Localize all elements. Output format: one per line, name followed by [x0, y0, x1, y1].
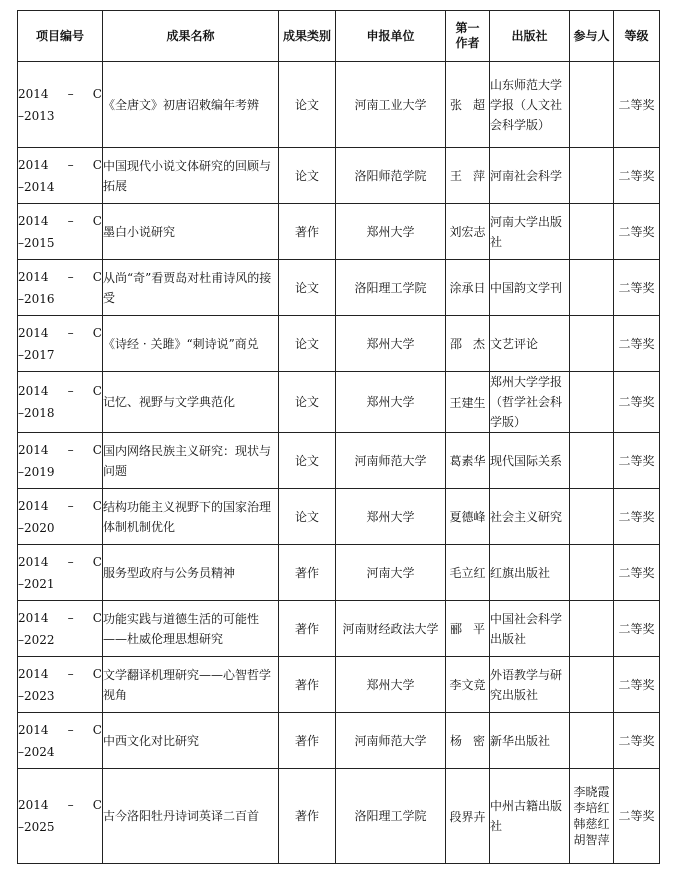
id-year: 2014 — [18, 384, 49, 398]
cell-participants — [570, 148, 614, 204]
cell-author: 涂承日 — [446, 260, 490, 316]
cell-participants — [570, 545, 614, 601]
id-letter: C — [92, 442, 102, 457]
cell-author: 王 萍 — [446, 148, 490, 204]
cell-project-id — [18, 657, 103, 713]
id-number: –2014 — [18, 179, 55, 194]
id-year: 2014 — [18, 666, 49, 681]
id-year: 2014 — [18, 325, 49, 340]
id-dash: – — [67, 86, 74, 101]
id-letter: C — [92, 86, 102, 101]
table-body — [18, 62, 660, 864]
cell-participants — [570, 489, 614, 545]
cell-unit: 河南师范大学 — [336, 713, 446, 769]
cell-type: 著作 — [279, 713, 336, 769]
cell-publisher: 中国社会科学出版社 — [490, 601, 570, 657]
cell-project-id — [18, 204, 103, 260]
cell-publisher: 社会主义研究 — [490, 489, 570, 545]
cell-project-id — [18, 601, 103, 657]
table-row — [18, 433, 660, 489]
cell-level: 二等奖 — [614, 148, 660, 204]
id-letter: C — [92, 213, 102, 228]
id-letter: C — [92, 157, 102, 172]
cell-author: 王建生 — [446, 372, 490, 433]
cell-author: 段界卉 — [446, 769, 490, 864]
id-letter: C — [92, 554, 102, 569]
cell-participants — [570, 433, 614, 489]
cell-unit: 河南财经政法大学 — [336, 601, 446, 657]
id-year: 2014 — [18, 213, 49, 228]
id-dash: – — [67, 269, 74, 284]
cell-title: 国内网络民族主义研究：现状与问题 — [103, 433, 279, 489]
cell-author: 郦 平 — [446, 601, 490, 657]
id-dash: – — [67, 798, 74, 812]
cell-level: 二等奖 — [614, 657, 660, 713]
cell-unit: 河南工业大学 — [336, 62, 446, 148]
id-year: 2014 — [18, 798, 49, 812]
cell-unit: 郑州大学 — [336, 316, 446, 372]
cell-title: 结构功能主义视野下的国家治理体制机制优化 — [103, 489, 279, 545]
id-dash: – — [67, 498, 74, 513]
cell-title: 《全唐文》初唐诏敕编年考辨 — [103, 62, 279, 148]
cell-type: 论文 — [279, 148, 336, 204]
id-year: 2014 — [18, 610, 49, 625]
cell-project-id — [18, 433, 103, 489]
cell-title: 从尚“奇”看贾岛对杜甫诗风的接受 — [103, 260, 279, 316]
id-dash: – — [67, 442, 74, 457]
cell-level: 二等奖 — [614, 316, 660, 372]
id-dash: – — [67, 213, 74, 228]
cell-title: 《诗经 · 关雎》“刺诗说”商兑 — [103, 316, 279, 372]
id-number: –2017 — [18, 347, 55, 362]
cell-author: 张 超 — [446, 62, 490, 148]
cell-participants — [570, 657, 614, 713]
header-row — [18, 11, 660, 62]
cell-unit: 洛阳理工学院 — [336, 260, 446, 316]
table-row — [18, 713, 660, 769]
cell-publisher: 现代国际关系 — [490, 433, 570, 489]
cell-unit: 郑州大学 — [336, 372, 446, 433]
cell-title: 古今洛阳牡丹诗词英译二百首 — [103, 769, 279, 864]
id-number: –2016 — [18, 291, 55, 306]
cell-unit: 郑州大学 — [336, 489, 446, 545]
header-title: 成果名称 — [103, 11, 279, 62]
cell-participants — [570, 372, 614, 433]
header-type: 成果类别 — [279, 11, 336, 62]
id-year: 2014 — [18, 157, 49, 172]
cell-author: 李文竞 — [446, 657, 490, 713]
header-author-line1: 第一 — [455, 21, 480, 35]
header-unit: 申报单位 — [336, 11, 446, 62]
cell-participants — [570, 316, 614, 372]
id-dash: – — [67, 554, 74, 569]
cell-project-id — [18, 489, 103, 545]
header-author — [446, 11, 490, 62]
cell-publisher: 新华出版社 — [490, 713, 570, 769]
id-number: –2018 — [18, 406, 55, 420]
cell-type: 著作 — [279, 657, 336, 713]
cell-author: 夏德峰 — [446, 489, 490, 545]
header-participants: 参与人 — [570, 11, 614, 62]
table-row — [18, 657, 660, 713]
id-dash: – — [67, 722, 74, 737]
cell-level: 二等奖 — [614, 601, 660, 657]
id-number: –2019 — [18, 464, 55, 479]
cell-title: 中西文化对比研究 — [103, 713, 279, 769]
cell-type: 著作 — [279, 769, 336, 864]
cell-participants — [570, 204, 614, 260]
cell-publisher: 中国韵文学刊 — [490, 260, 570, 316]
id-letter: C — [92, 384, 102, 398]
cell-title: 服务型政府与公务员精神 — [103, 545, 279, 601]
cell-level: 二等奖 — [614, 713, 660, 769]
table-row — [18, 769, 660, 864]
table-row — [18, 148, 660, 204]
cell-unit: 郑州大学 — [336, 204, 446, 260]
cell-author: 毛立红 — [446, 545, 490, 601]
id-number: –2022 — [18, 632, 55, 647]
id-year: 2014 — [18, 498, 49, 513]
cell-level: 二等奖 — [614, 204, 660, 260]
cell-author: 刘宏志 — [446, 204, 490, 260]
cell-participants: 李晓霞 李培红 韩慈红 胡智萍 — [570, 769, 614, 864]
cell-project-id — [18, 769, 103, 864]
id-year: 2014 — [18, 86, 49, 101]
cell-unit: 河南师范大学 — [336, 433, 446, 489]
cell-type: 著作 — [279, 545, 336, 601]
cell-title: 功能实践与道德生活的可能性——杜威伦理思想研究 — [103, 601, 279, 657]
id-dash: – — [67, 157, 74, 172]
table-row — [18, 489, 660, 545]
header-id: 项目编号 — [18, 11, 103, 62]
cell-project-id — [18, 62, 103, 148]
id-year: 2014 — [18, 722, 49, 737]
id-letter: C — [92, 325, 102, 340]
cell-type: 论文 — [279, 372, 336, 433]
cell-level: 二等奖 — [614, 489, 660, 545]
cell-unit: 洛阳师范学院 — [336, 148, 446, 204]
id-letter: C — [92, 722, 102, 737]
cell-project-id — [18, 545, 103, 601]
id-dash: – — [67, 325, 74, 340]
cell-publisher: 红旗出版社 — [490, 545, 570, 601]
id-dash: – — [67, 666, 74, 681]
id-year: 2014 — [18, 554, 49, 569]
cell-type: 论文 — [279, 316, 336, 372]
table-row — [18, 316, 660, 372]
cell-type: 论文 — [279, 489, 336, 545]
id-letter: C — [92, 798, 102, 812]
cell-unit: 洛阳理工学院 — [336, 769, 446, 864]
cell-unit: 河南大学 — [336, 545, 446, 601]
cell-publisher: 郑州大学学报（哲学社会科学版） — [490, 372, 570, 433]
table-row — [18, 372, 660, 433]
cell-type: 论文 — [279, 260, 336, 316]
cell-level: 二等奖 — [614, 62, 660, 148]
cell-title: 墨白小说研究 — [103, 204, 279, 260]
awards-table — [17, 10, 660, 864]
cell-title: 记忆、视野与文学典范化 — [103, 372, 279, 433]
id-letter: C — [92, 610, 102, 625]
id-dash: – — [67, 610, 74, 625]
id-number: –2020 — [18, 520, 55, 535]
id-year: 2014 — [18, 269, 49, 284]
table-row — [18, 204, 660, 260]
cell-author: 葛素华 — [446, 433, 490, 489]
cell-publisher: 外语教学与研究出版社 — [490, 657, 570, 713]
cell-level: 二等奖 — [614, 769, 660, 864]
cell-level: 二等奖 — [614, 372, 660, 433]
cell-publisher: 河南大学出版社 — [490, 204, 570, 260]
cell-type: 论文 — [279, 62, 336, 148]
cell-project-id — [18, 148, 103, 204]
id-number: –2015 — [18, 235, 55, 250]
header-publisher: 出版社 — [490, 11, 570, 62]
cell-publisher: 中州古籍出版社 — [490, 769, 570, 864]
cell-type: 著作 — [279, 204, 336, 260]
cell-participants — [570, 601, 614, 657]
id-number: –2021 — [18, 576, 55, 591]
id-year: 2014 — [18, 442, 49, 457]
header-author-line2: 作者 — [455, 36, 480, 50]
id-number: –2024 — [18, 744, 55, 759]
cell-participants — [570, 260, 614, 316]
cell-title: 文学翻译机理研究——心智哲学视角 — [103, 657, 279, 713]
cell-author: 杨 密 — [446, 713, 490, 769]
table-row — [18, 260, 660, 316]
id-dash: – — [67, 384, 74, 398]
id-letter: C — [92, 666, 102, 681]
id-number: –2025 — [18, 820, 55, 834]
table-row — [18, 545, 660, 601]
cell-participants — [570, 62, 614, 148]
table-row — [18, 601, 660, 657]
cell-type: 论文 — [279, 433, 336, 489]
table-row — [18, 62, 660, 148]
cell-type: 著作 — [279, 601, 336, 657]
id-number: –2023 — [18, 688, 55, 703]
cell-unit: 郑州大学 — [336, 657, 446, 713]
cell-level: 二等奖 — [614, 545, 660, 601]
cell-project-id — [18, 372, 103, 433]
cell-publisher: 山东师范大学学报（人文社会科学版） — [490, 62, 570, 148]
cell-project-id — [18, 316, 103, 372]
header-level: 等级 — [614, 11, 660, 62]
cell-level: 二等奖 — [614, 433, 660, 489]
cell-participants — [570, 713, 614, 769]
cell-project-id — [18, 260, 103, 316]
cell-publisher: 河南社会科学 — [490, 148, 570, 204]
cell-author: 邵 杰 — [446, 316, 490, 372]
cell-level: 二等奖 — [614, 260, 660, 316]
id-letter: C — [92, 269, 102, 284]
id-letter: C — [92, 498, 102, 513]
cell-title: 中国现代小说文体研究的回顾与拓展 — [103, 148, 279, 204]
cell-publisher: 文艺评论 — [490, 316, 570, 372]
cell-project-id — [18, 713, 103, 769]
id-number: –2013 — [18, 108, 55, 123]
